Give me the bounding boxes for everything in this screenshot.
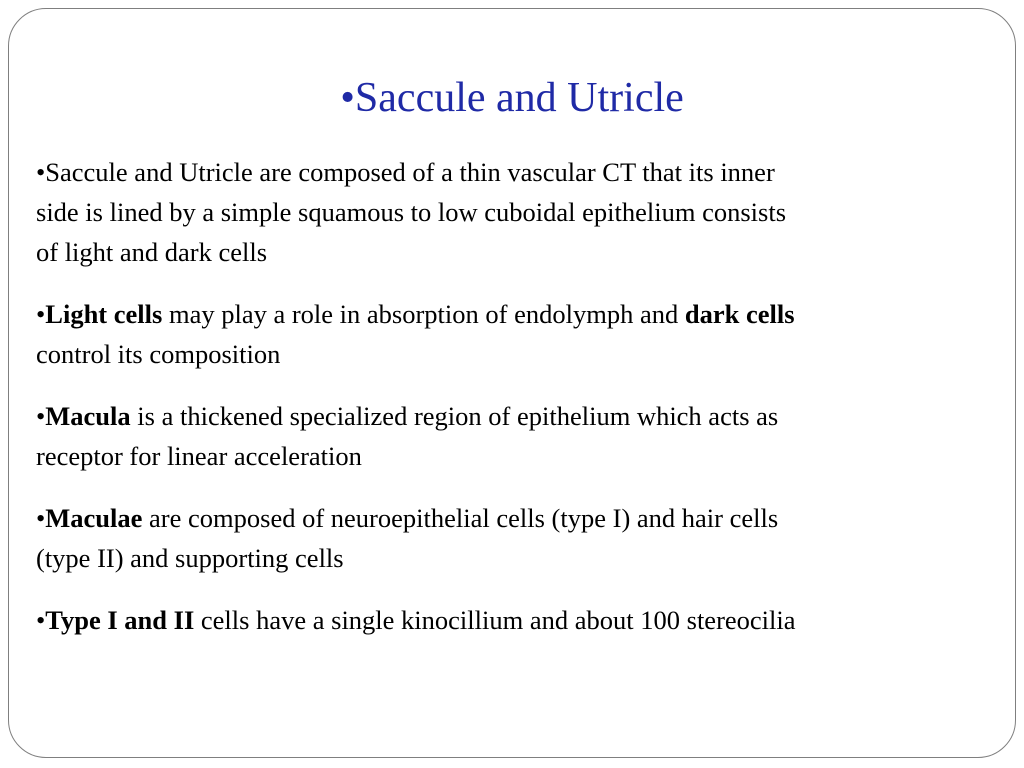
term-dark-cells: dark cells (684, 299, 795, 329)
para4-line2: (type II) and supporting cells (36, 543, 344, 573)
paragraph-saccule-utricle (36, 152, 1020, 272)
para3-text: is a thickened specialized region of epithelium which acts as (130, 401, 779, 431)
bullet: • (36, 401, 46, 431)
slide-body (36, 152, 1020, 640)
para5-text: cells have a single kinocillium and about 100 stereocilia (194, 605, 796, 635)
para2-text1: may play a role in absorption of endolymph and (162, 299, 685, 329)
para1-line2: side is lined by a simple squamous to low cuboidal epithelium consists (36, 197, 787, 227)
para1-line3: of light and dark cells (36, 237, 268, 267)
para2-line2: control its composition (36, 339, 281, 369)
paragraph-macula (36, 396, 1020, 476)
term-type-i-and-ii: Type I and II (45, 605, 195, 635)
paragraph-maculae (36, 498, 1020, 578)
paragraph-type-i-ii (36, 600, 1020, 640)
term-light-cells: Light cells (45, 299, 163, 329)
para1-line1: •Saccule and Utricle are composed of a thin vascular CT that its inner (36, 157, 775, 187)
bullet: • (36, 503, 46, 533)
bullet: • (36, 299, 46, 329)
term-macula: Macula (45, 401, 131, 431)
paragraph-light-dark-cells (36, 294, 1020, 374)
para4-text: are composed of neuroepithelial cells (type I) and hair cells (142, 503, 779, 533)
bullet: • (36, 605, 46, 635)
para3-line2: receptor for linear acceleration (36, 441, 362, 471)
term-maculae: Maculae (45, 503, 143, 533)
slide-title: •Saccule and Utricle (340, 75, 684, 121)
